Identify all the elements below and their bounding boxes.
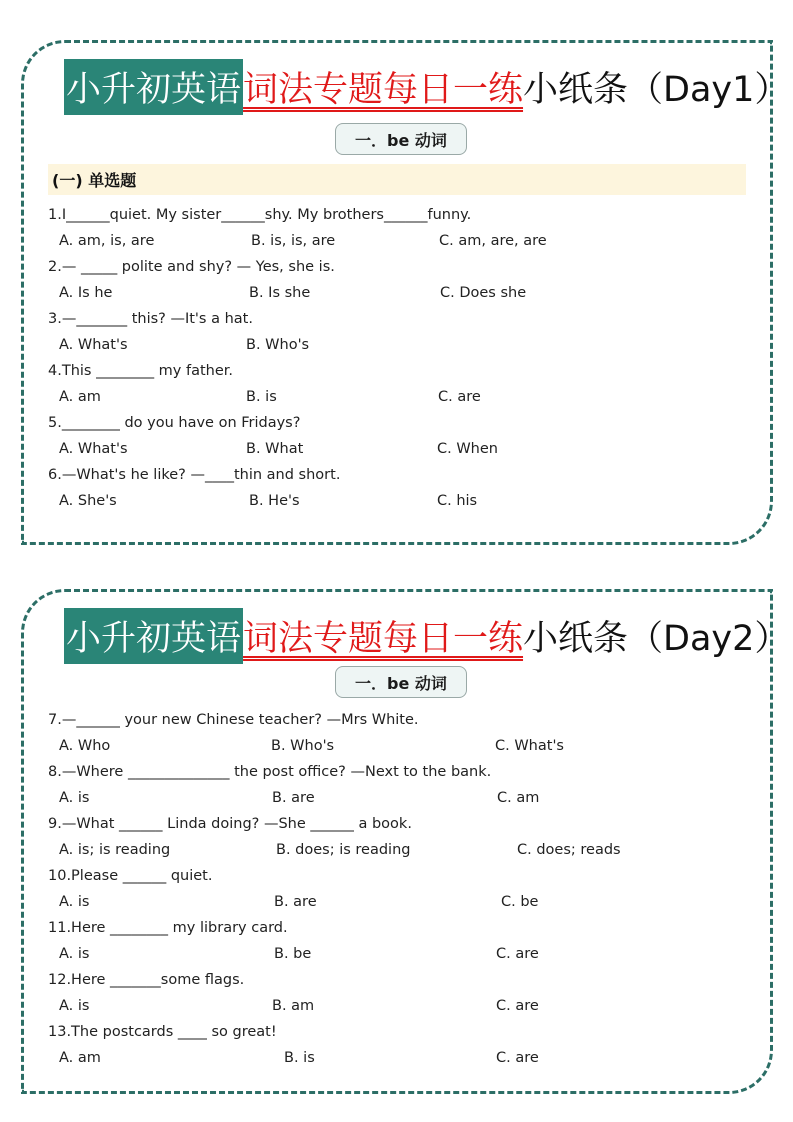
question-9: 9.—What ______ Linda doing? —She ______ a book. — [48, 816, 412, 832]
q10-option-b: B. are — [274, 894, 317, 910]
q12-option-b: B. am — [272, 998, 315, 1014]
day1-card — [21, 40, 790, 545]
q1-option-a: A. am, is, are — [59, 233, 155, 249]
q5-option-b: B. What — [246, 441, 304, 457]
q10-option-c: C. be — [501, 894, 539, 910]
q4-option-a: A. am — [59, 389, 101, 405]
q2-option-c: C. Does she — [440, 285, 527, 301]
q4-option-b: B. is — [246, 389, 277, 405]
q2-option-b: B. Is she — [249, 285, 311, 301]
day1-title-green: 小升初英语 — [64, 59, 243, 115]
question-8: 8.—Where ______________ the post office? —Next to the bank. — [48, 764, 492, 780]
q6-option-c: C. his — [437, 493, 478, 509]
day1-subsection-heading: (一) 单选题 — [48, 164, 746, 195]
q5-option-c: C. When — [437, 441, 498, 457]
q8-option-c: C. am — [497, 790, 540, 806]
day2-title-green: 小升初英语 — [64, 608, 243, 664]
day1-title — [64, 59, 789, 115]
q11-option-b: B. be — [274, 946, 312, 962]
q5-option-a: A. What's — [59, 441, 128, 457]
question-12: 12.Here _______some flags. — [48, 972, 245, 988]
q2-option-a: A. Is he — [59, 285, 113, 301]
q13-option-b: B. is — [284, 1050, 315, 1066]
q8-option-b: B. are — [272, 790, 315, 806]
q3-option-b: B. Who's — [246, 337, 310, 353]
q10-option-a: A. is — [59, 894, 90, 910]
q9-option-a: A. is; is reading — [59, 842, 171, 858]
day1-section-label: 一．be 动词 — [335, 123, 467, 155]
q7-option-b: B. Who's — [271, 738, 335, 754]
day1-title-black: 小纸条（Day1） — [523, 70, 790, 110]
question-13: 13.The postcards ____ so great! — [48, 1024, 277, 1040]
q6-option-b: B. He's — [249, 493, 300, 509]
question-10: 10.Please ______ quiet. — [48, 868, 213, 884]
q6-option-a: A. She's — [59, 493, 117, 509]
question-3: 3.—_______ this? —It's a hat. — [48, 311, 253, 327]
q11-option-c: C. are — [496, 946, 539, 962]
question-7: 7.—______ your new Chinese teacher? —Mrs White. — [48, 712, 419, 728]
day2-title — [64, 608, 789, 664]
q7-option-c: C. What's — [495, 738, 564, 754]
day2-title-red: 词法专题每日一练 — [243, 619, 524, 659]
q9-option-c: C. does; reads — [517, 842, 621, 858]
q4-option-c: C. are — [438, 389, 481, 405]
question-2: 2.— _____ polite and shy? — Yes, she is. — [48, 259, 335, 275]
day2-card — [21, 589, 790, 1094]
q8-option-a: A. is — [59, 790, 90, 806]
question-11: 11.Here ________ my library card. — [48, 920, 288, 936]
question-6: 6.—What's he like? —____thin and short. — [48, 467, 341, 483]
q7-option-a: A. Who — [59, 738, 111, 754]
day2-title-black: 小纸条（Day2） — [523, 619, 790, 659]
q13-option-c: C. are — [496, 1050, 539, 1066]
q9-option-b: B. does; is reading — [276, 842, 411, 858]
q3-option-a: A. What's — [59, 337, 128, 353]
q11-option-a: A. is — [59, 946, 90, 962]
day1-title-red: 词法专题每日一练 — [243, 70, 524, 110]
q1-option-b: B. is, is, are — [251, 233, 336, 249]
day2-section-label: 一．be 动词 — [335, 666, 467, 698]
q1-option-c: C. am, are, are — [439, 233, 547, 249]
question-1: 1.I______quiet. My sister______shy. My brothers______funny. — [48, 207, 472, 223]
question-4: 4.This ________ my father. — [48, 363, 234, 379]
q12-option-c: C. are — [496, 998, 539, 1014]
q13-option-a: A. am — [59, 1050, 101, 1066]
question-5: 5.________ do you have on Fridays? — [48, 415, 301, 431]
q12-option-a: A. is — [59, 998, 90, 1014]
